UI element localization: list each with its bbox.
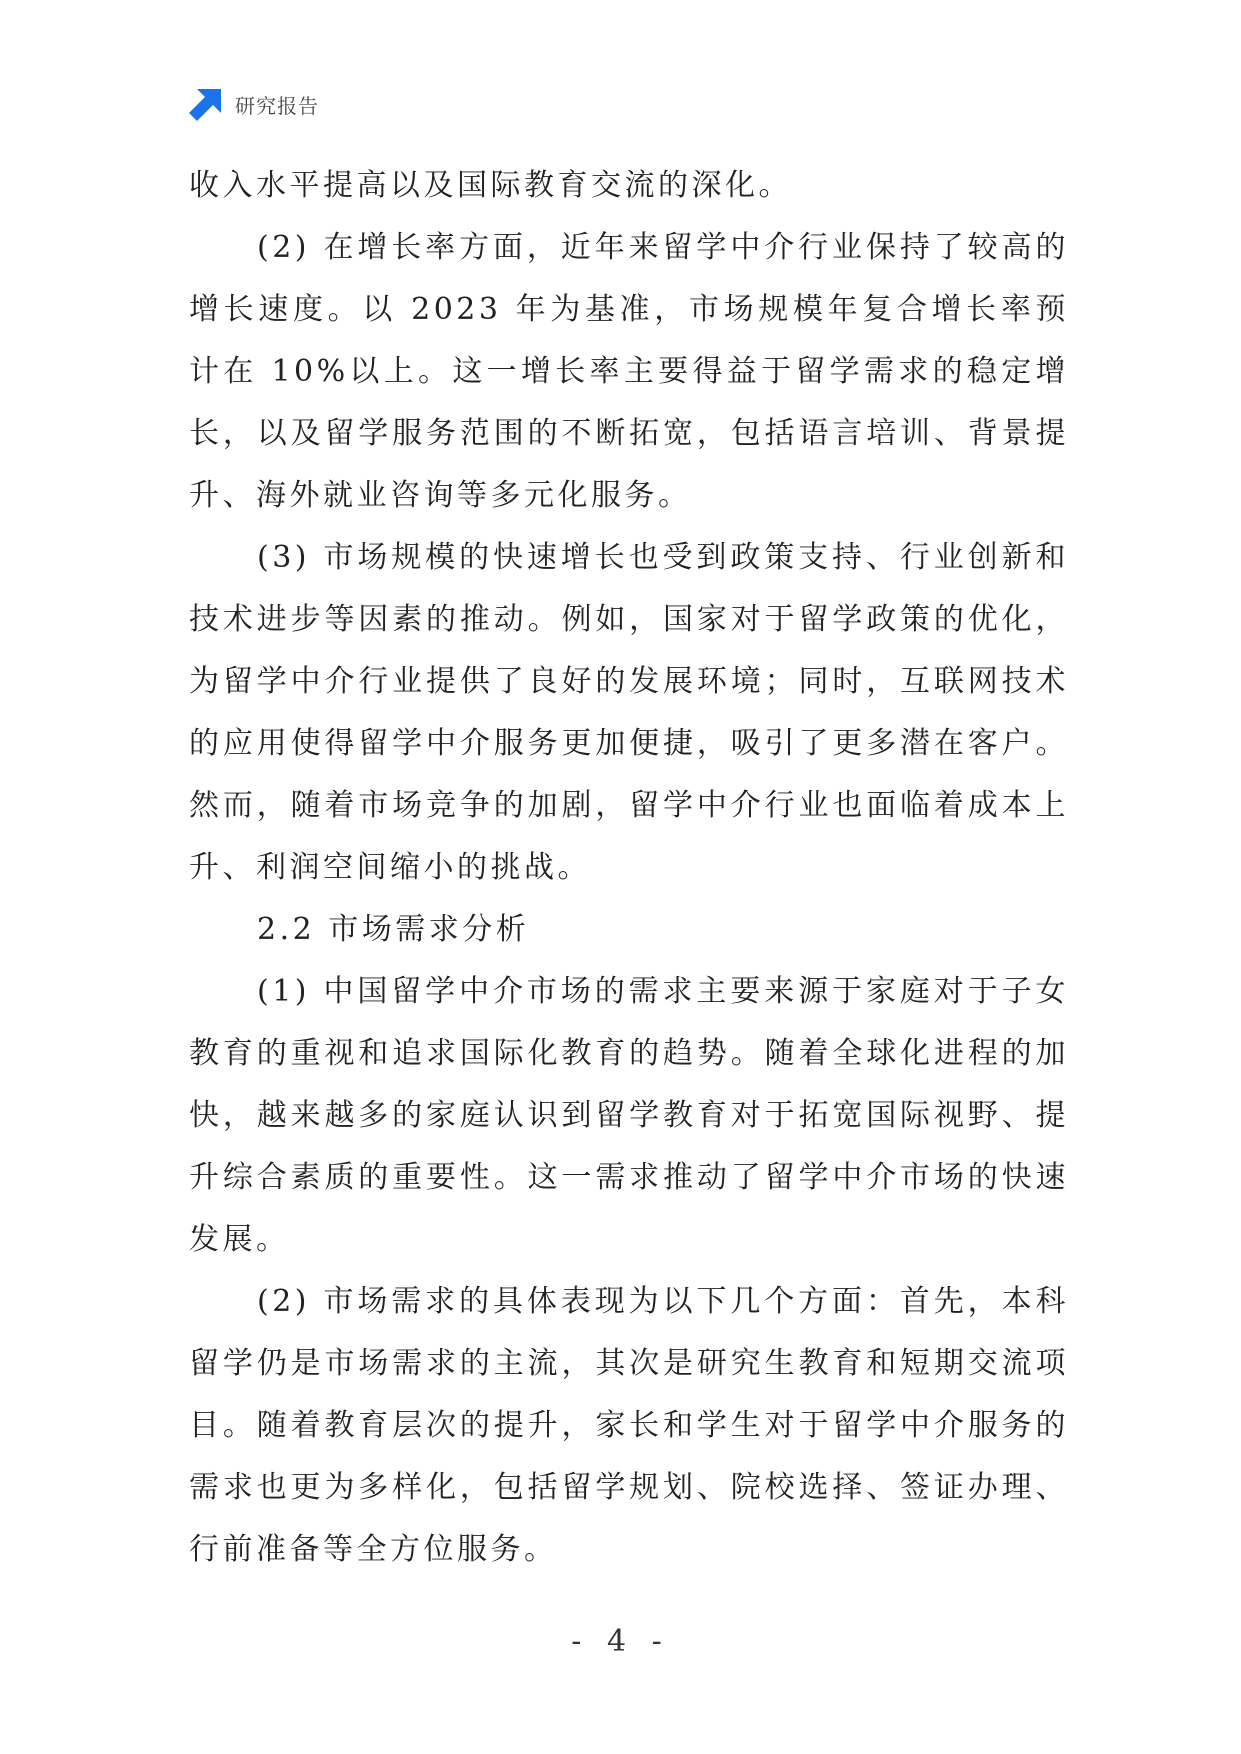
- page-number: - 4 -: [571, 1624, 670, 1659]
- section-heading: 2.2 市场需求分析: [257, 912, 530, 947]
- paragraph-growth-rate: (2) 在增长率方面，近年来留学中介行业保持了较高的增长速度。以 2023 年为基准，市场规模年复合增长率预计在 10%以上。这一增长率主要得益于留学需求的稳定增长，以及留学服务范围的不断拓宽，包括语言培训、背景提升、海外就业咨询等多元化服务。: [189, 230, 1069, 513]
- paragraph-growth-drivers: (3) 市场规模的快速增长也受到政策支持、行业创新和技术进步等因素的推动。例如，国家对于留学政策的优化，为留学中介行业提供了良好的发展环境；同时，互联网技术的应用使得留学中介服务更加便捷，吸引了更多潜在客户。然而，随着市场竞争的加剧，留学中介行业也面临着成本上升、利润空间缩小的挑战。: [189, 540, 1069, 885]
- paragraph-continuation: 收入水平提高以及国际教育交流的深化。: [189, 168, 792, 203]
- arrow-up-right-icon: [189, 87, 223, 121]
- paragraph-demand-details: (2) 市场需求的具体表现为以下几个方面：首先，本科留学仍是市场需求的主流，其次是研究生教育和短期交流项目。随着教育层次的提升，家长和学生对于留学中介服务的需求也更为多样化，包括留学规划、院校选择、签证办理、行前准备等全方位服务。: [189, 1284, 1069, 1567]
- header-title: 研究报告: [235, 93, 319, 118]
- page-header: [189, 86, 319, 122]
- paragraph-demand-source: (1) 中国留学中介市场的需求主要来源于家庭对于子女教育的重视和追求国际化教育的趋势。随着全球化进程的加快，越来越多的家庭认识到留学教育对于拓宽国际视野、提升综合素质的重要性。这一需求推动了留学中介市场的快速发展。: [189, 974, 1069, 1257]
- document-body: [189, 155, 1069, 1581]
